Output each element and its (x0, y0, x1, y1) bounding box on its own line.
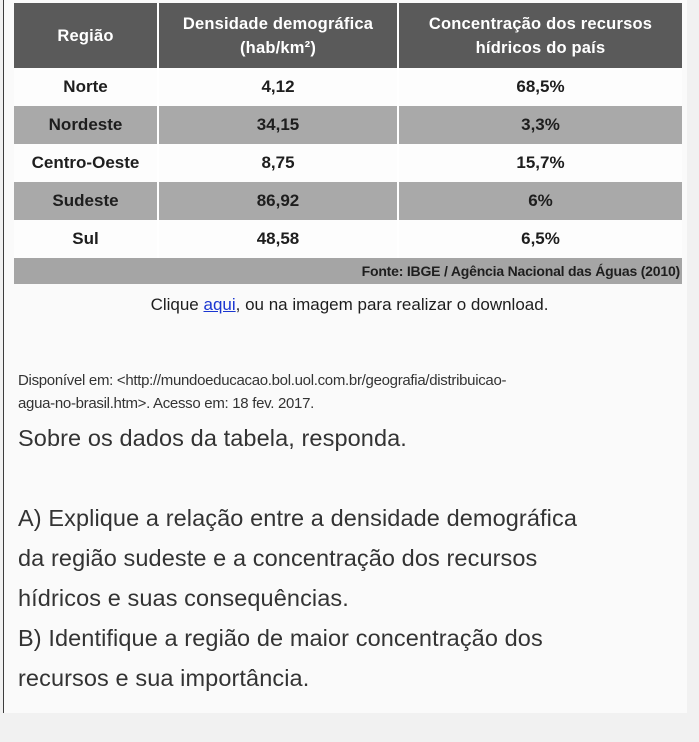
download-suffix: , ou na imagem para realizar o download. (235, 295, 549, 314)
cell-density: 86,92 (158, 182, 398, 220)
region-table (14, 3, 682, 258)
cell-density: 48,58 (158, 220, 398, 258)
question-intro: Sobre os dados da tabela, responda. (18, 425, 407, 451)
availability-line1: Disponível em: <http://mundoeducacao.bol.uol.com.br/geografia/distribuicao- (18, 372, 507, 389)
header-water-line1: Concentração dos recursos (428, 14, 653, 33)
header-density (158, 3, 398, 68)
download-prefix: Clique (150, 295, 204, 314)
cell-density: 4,12 (158, 68, 398, 106)
download-caption (0, 295, 699, 315)
header-region: Região (14, 3, 158, 68)
cell-region: Norte (14, 68, 158, 106)
question-b-line2: recursos e sua importância. (18, 665, 310, 691)
cell-water: 3,3% (398, 106, 682, 144)
cell-water: 68,5% (398, 68, 682, 106)
header-density-line1: Densidade demográfica (182, 14, 374, 33)
cell-region: Sul (14, 220, 158, 258)
table-row (14, 182, 682, 220)
cell-density: 34,15 (158, 106, 398, 144)
question-a-line1: A) Explique a relação entre a densidade demográfica (18, 505, 578, 531)
cell-water: 15,7% (398, 144, 682, 182)
header-water (398, 3, 682, 68)
data-table-image[interactable] (14, 3, 682, 284)
cell-density: 8,75 (158, 144, 398, 182)
table-source: Fonte: IBGE / Agência Nacional das Águas (2010) (14, 258, 682, 284)
availability-line2: agua-no-brasil.htm>. Acesso em: 18 fev. 2017. (18, 395, 314, 412)
question-a-line2: da região sudeste e a concentração dos recursos (18, 545, 538, 571)
header-water-line2: hídricos do país (475, 38, 606, 57)
header-density-line2: (hab/km²) (239, 38, 317, 57)
cell-region: Centro-Oeste (14, 144, 158, 182)
table-row (14, 68, 682, 106)
download-link[interactable]: aqui (203, 295, 236, 314)
cell-region: Nordeste (14, 106, 158, 144)
table-row (14, 144, 682, 182)
table-row (14, 106, 682, 144)
table-header-row (14, 3, 682, 68)
table-row (14, 220, 682, 258)
cell-region: Sudeste (14, 182, 158, 220)
question-b-line1: B) Identifique a região de maior concentração dos (18, 625, 543, 651)
cell-water: 6% (398, 182, 682, 220)
question-a-line3: hídricos e suas consequências. (18, 585, 349, 611)
cell-water: 6,5% (398, 220, 682, 258)
